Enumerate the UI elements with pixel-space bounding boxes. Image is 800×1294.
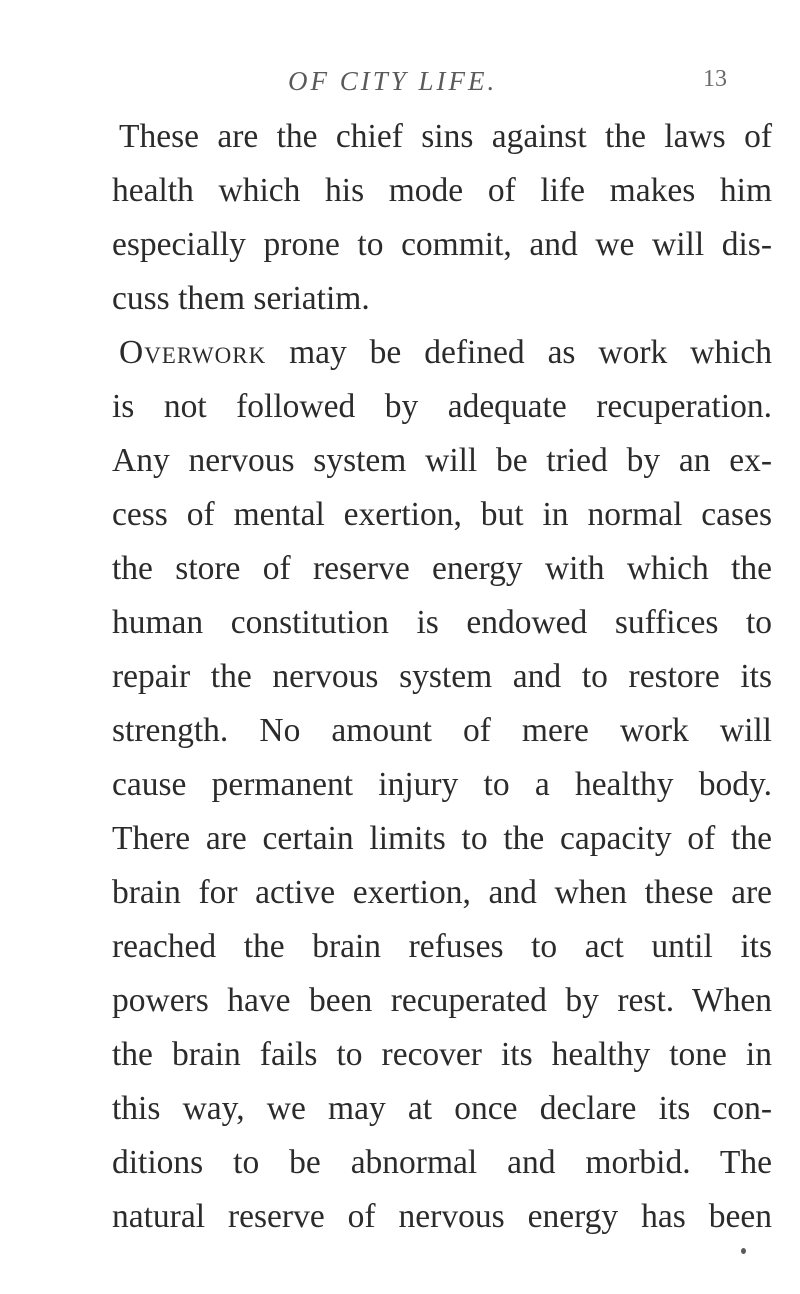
text-line: natural reserve of nervous energy has been [112, 1198, 772, 1235]
text-line: cuss them seriatim. [112, 280, 370, 317]
text-line: reached the brain refuses to act until its [112, 928, 772, 965]
text-line: There are certain limits to the capacity of the [112, 820, 772, 857]
paragraph-1 [112, 110, 772, 326]
text-line: Any nervous system will be tried by an ex- [112, 442, 772, 479]
text-line: is not followed by adequate recuperation. [112, 388, 772, 425]
text-line: this way, we may at once declare its con- [112, 1090, 772, 1127]
text-line: strength. No amount of mere work will [112, 712, 772, 749]
paragraph-2 [112, 326, 772, 1244]
text-line [112, 326, 772, 380]
lead-word: Overwork [119, 334, 267, 371]
text-line: the store of reserve energy with which the [112, 550, 772, 587]
text-line: brain for active exertion, and when these are [112, 874, 772, 911]
text-line: especially prone to commit, and we will dis- [112, 226, 772, 263]
lead-line-rest: may be defined as work which [266, 334, 772, 371]
running-title: OF CITY LIFE. [288, 66, 498, 96]
page-number: 13 [703, 66, 727, 92]
text-line: powers have been recuperated by rest. When [112, 982, 772, 1019]
text-line: cess of mental exertion, but in normal cases [112, 496, 772, 533]
text-line: the brain fails to recover its healthy tone in [112, 1036, 772, 1073]
text-line: These are the chief sins against the laws of [119, 118, 772, 155]
text-line: ditions to be abnormal and morbid. The [112, 1144, 772, 1181]
body-text [112, 110, 772, 1244]
text-line: repair the nervous system and to restore its [112, 658, 772, 695]
text-line: health which his mode of life makes him [112, 172, 772, 209]
running-head [0, 66, 800, 106]
text-line: cause permanent injury to a healthy body. [112, 766, 772, 803]
ink-dot [741, 1248, 746, 1254]
text-line: human constitution is endowed suffices to [112, 604, 772, 641]
